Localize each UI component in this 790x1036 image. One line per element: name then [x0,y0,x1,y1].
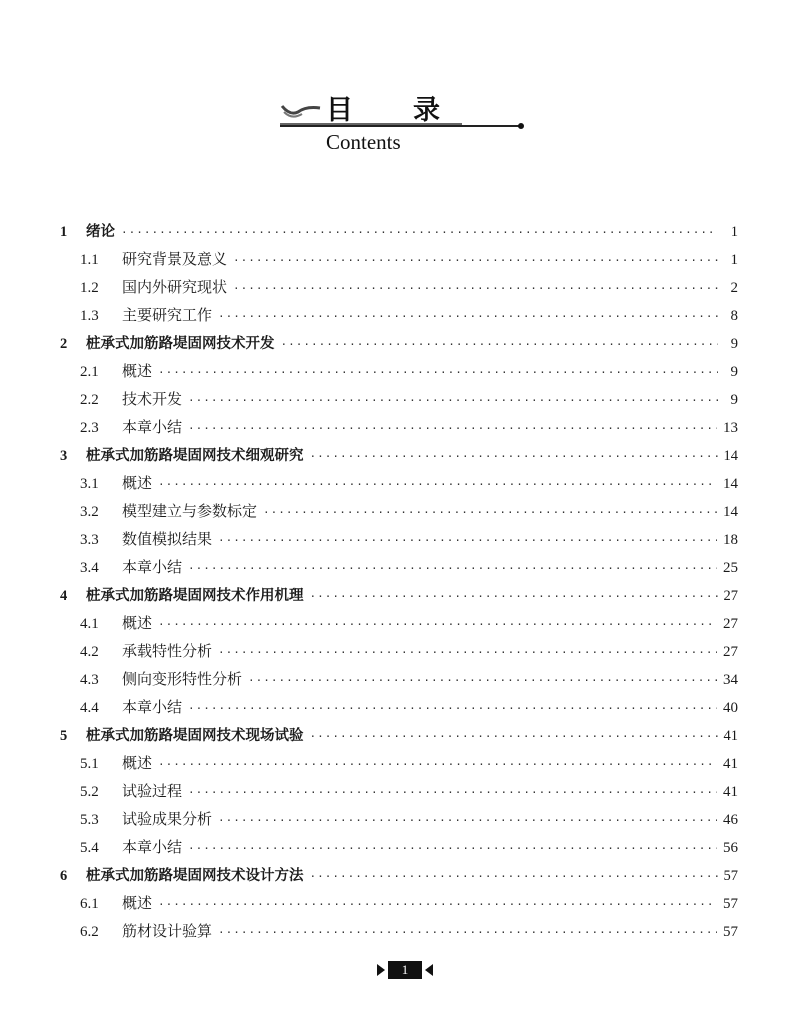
toc-section-entry[interactable] [60,752,738,780]
toc-section-entry[interactable] [60,696,738,724]
toc-entry-title: 侧向变形特性分析 [122,670,243,688]
page-title: 目录 [326,95,500,126]
toc-section-entry[interactable] [60,416,738,444]
underline-dot [518,123,524,129]
toc-entry-title: 数值模拟结果 [122,530,213,548]
toc-leader-dots [188,842,717,855]
toc-entry-number: 6 [60,868,68,884]
toc-entry-number: 4 [60,588,68,604]
wave-ornament-icon [280,100,324,124]
toc-section-entry[interactable] [60,640,738,668]
toc-section-entry[interactable] [60,780,738,808]
toc-entry-number: 3.4 [80,560,99,576]
toc-leader-dots [158,366,718,379]
toc-entry-title: 桩承式加筋路堤固网技术作用机理 [86,588,304,604]
toc-entry-number: 6.1 [80,896,99,912]
toc-entry-number: 3.1 [80,476,99,492]
toc-entry-page: 57 [723,924,738,940]
toc-entry-title: 概述 [122,362,153,380]
toc-leader-dots [158,478,717,491]
toc-section-entry[interactable] [60,360,738,388]
toc-entry-title: 本章小结 [122,698,183,716]
toc-entry-page: 41 [723,784,738,800]
toc-leader-dots [310,590,718,603]
toc-section-entry[interactable] [60,612,738,640]
toc-leader-dots [121,226,718,239]
toc-entry-page: 1 [730,252,738,268]
page-number: 1 [388,961,423,979]
toc-entry-number: 4.1 [80,616,99,632]
toc-section-entry[interactable] [60,892,738,920]
toc-leader-dots [188,422,717,435]
toc-section-entry[interactable] [60,276,738,304]
toc-entry-number: 4.3 [80,672,99,688]
toc-entry-title: 本章小结 [122,558,183,576]
toc-entry-title: 概述 [122,474,153,492]
toc-leader-dots [263,506,717,519]
toc-entry-title: 桩承式加筋路堤固网技术细观研究 [86,448,304,464]
toc-entry-number: 5.4 [80,840,99,856]
toc-entry-page: 9 [730,364,738,380]
toc-entry-number: 3.3 [80,532,99,548]
toc-entry-page: 40 [723,700,738,716]
toc-entry-number: 2.1 [80,364,99,380]
toc-entry-title: 主要研究工作 [122,306,213,324]
toc-entry-number: 3.2 [80,504,99,520]
table-of-contents [60,220,738,948]
toc-entry-title: 筋材设计验算 [122,922,213,940]
toc-entry-page: 13 [723,420,738,436]
toc-entry-title: 概述 [122,894,153,912]
toc-chapter-entry[interactable] [60,220,738,248]
page-footer [370,960,440,980]
toc-entry-page: 8 [730,308,738,324]
toc-entry-title: 研究背景及意义 [122,250,228,268]
toc-entry-title: 本章小结 [122,838,183,856]
toc-entry-page: 9 [730,392,738,408]
toc-entry-number: 4.4 [80,700,99,716]
toc-leader-dots [310,870,718,883]
toc-section-entry[interactable] [60,388,738,416]
toc-entry-number: 2 [60,336,68,352]
toc-section-entry[interactable] [60,808,738,836]
toc-entry-number: 1.2 [80,280,99,296]
toc-entry-page: 27 [723,616,738,632]
toc-entry-title: 模型建立与参数标定 [122,502,258,520]
toc-entry-page: 27 [723,588,738,604]
toc-leader-dots [281,338,719,351]
toc-leader-dots [233,282,718,295]
toc-header [0,0,790,170]
toc-entry-page: 57 [723,896,738,912]
toc-entry-number: 5.3 [80,812,99,828]
toc-entry-title: 国内外研究现状 [122,278,228,296]
toc-entry-page: 14 [723,476,738,492]
toc-entry-number: 4.2 [80,644,99,660]
toc-chapter-entry[interactable] [60,724,738,752]
toc-leader-dots [188,786,717,799]
toc-entry-page: 34 [723,672,738,688]
toc-entry-number: 3 [60,448,68,464]
toc-section-entry[interactable] [60,304,738,332]
left-triangle-icon [425,964,433,976]
toc-entry-number: 5.2 [80,784,99,800]
toc-entry-title: 桩承式加筋路堤固网技术设计方法 [86,868,304,884]
toc-leader-dots [310,730,718,743]
toc-entry-title: 试验过程 [122,782,183,800]
toc-leader-dots [188,702,717,715]
toc-entry-page: 25 [723,560,738,576]
toc-entry-page: 46 [723,812,738,828]
toc-entry-page: 14 [723,448,738,464]
toc-leader-dots [158,758,717,771]
toc-entry-number: 2.2 [80,392,99,408]
toc-entry-page: 41 [723,728,738,744]
toc-entry-title: 技术开发 [122,390,183,408]
toc-section-entry[interactable] [60,248,738,276]
toc-section-entry[interactable] [60,668,738,696]
toc-entry-page: 57 [723,868,738,884]
toc-chapter-entry[interactable] [60,444,738,472]
toc-section-entry[interactable] [60,920,738,948]
toc-entry-number: 1.3 [80,308,99,324]
toc-entry-page: 56 [723,840,738,856]
toc-leader-dots [218,646,717,659]
toc-leader-dots [218,534,717,547]
toc-entry-title: 桩承式加筋路堤固网技术现场试验 [86,728,304,744]
toc-entry-number: 5 [60,728,68,744]
toc-chapter-entry[interactable] [60,584,738,612]
toc-entry-title: 试验成果分析 [122,810,213,828]
toc-leader-dots [158,898,717,911]
toc-leader-dots [188,394,718,407]
toc-leader-dots [218,310,718,323]
toc-chapter-entry[interactable] [60,864,738,892]
toc-entry-number: 5.1 [80,756,99,772]
toc-entry-number: 1.1 [80,252,99,268]
toc-entry-page: 1 [730,224,738,240]
toc-leader-dots [188,562,717,575]
toc-entry-page: 41 [723,756,738,772]
toc-leader-dots [310,450,718,463]
toc-entry-number: 6.2 [80,924,99,940]
toc-entry-page: 14 [723,504,738,520]
toc-entry-page: 27 [723,644,738,660]
toc-leader-dots [233,254,718,267]
toc-chapter-entry[interactable] [60,332,738,360]
toc-entry-title: 绪论 [86,224,115,240]
toc-entry-page: 2 [730,280,738,296]
toc-section-entry[interactable] [60,500,738,528]
toc-leader-dots [218,926,717,939]
toc-entry-title: 承载特性分析 [122,642,213,660]
toc-section-entry[interactable] [60,528,738,556]
right-triangle-icon [377,964,385,976]
toc-entry-title: 桩承式加筋路堤固网技术开发 [86,336,275,352]
toc-leader-dots [218,814,717,827]
toc-entry-page: 9 [730,336,738,352]
toc-leader-dots [248,674,717,687]
toc-entry-title: 本章小结 [122,418,183,436]
toc-entry-page: 18 [723,532,738,548]
toc-entry-number: 2.3 [80,420,99,436]
toc-entry-title: 概述 [122,754,153,772]
toc-entry-title: 概述 [122,614,153,632]
toc-entry-number: 1 [60,224,68,240]
toc-section-entry[interactable] [60,836,738,864]
toc-section-entry[interactable] [60,556,738,584]
page-subtitle: Contents [326,130,401,154]
toc-section-entry[interactable] [60,472,738,500]
toc-leader-dots [158,618,717,631]
